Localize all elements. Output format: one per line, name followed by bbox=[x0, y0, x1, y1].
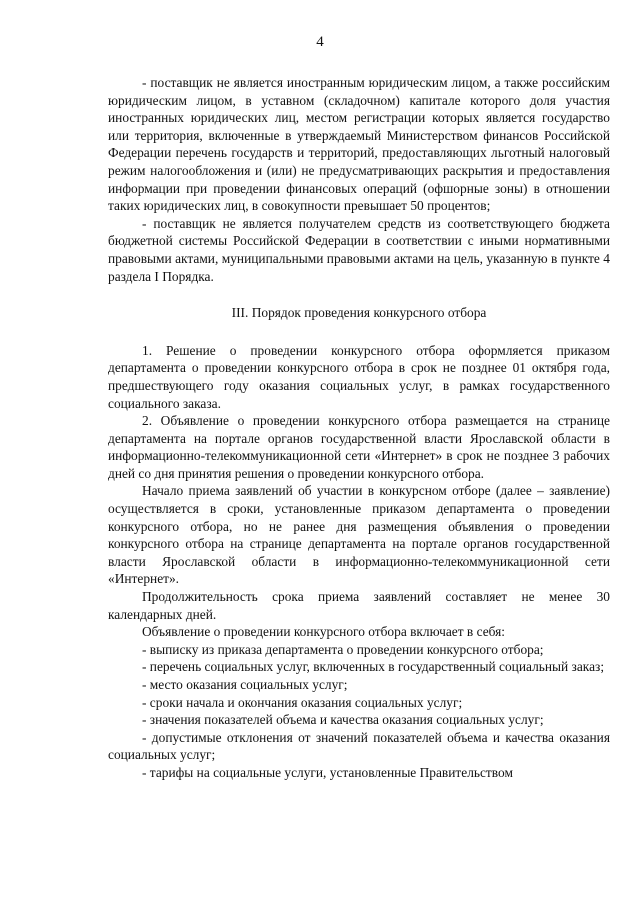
paragraph-application-start: Начало приема заявлений об участии в конкурсном отборе (далее – заявление) осуществляется в сроки, установленные приказом департамента о проведении конкурсного отбора, но не ранее дня размещения объявления о проведении конкурсного отбора на странице департамента на портале органов государственной власти Ярославской области в информационно-телекоммуникационной сети «Интернет». bbox=[108, 483, 610, 587]
paragraph-not-foreign-entity: - поставщик не является иностранным юридическим лицом, а также российским юридическим лицом, в уставном (складочном) капитале которого доля участия иностранных юридических лиц, местом регистрации которых является государство или территория, включенные в утверждаемый Министерством финансов Российской Федерации перечень государств и территорий, предоставляющих льготный налоговый режим налогообложения и (или) не предусматривающих раскрытия и предоставления информации при проведении финансовых операций (офшорные зоны) в отношении таких юридических лиц, в совокупности превышает 50 процентов; bbox=[108, 75, 610, 214]
list-item-allowed-deviations: - допустимые отклонения от значений показателей объема и качества оказания социальных услуг; bbox=[108, 729, 610, 763]
list-item-service-location: - место оказания социальных услуг; bbox=[142, 677, 348, 692]
section-heading: III. Порядок проведения конкурсного отбора bbox=[231, 305, 487, 321]
paragraph-application-duration: Продолжительность срока приема заявлений составляет не менее 30 календарных дней. bbox=[108, 589, 610, 622]
paragraph-item-1-decision: 1. Решение о проведении конкурсного отбора оформляется приказом департамента о проведении конкурсного отбора в срок не позднее 01 октября года, предшествующего году оказания социальных услуг, в рамках государственного социального заказа. bbox=[108, 342, 610, 411]
page-number: 4 bbox=[316, 34, 324, 50]
list-item-indicator-values: - значения показателей объема и качества оказания социальных услуг; bbox=[142, 712, 544, 728]
paragraph-announcement-contents: Объявление о проведении конкурсного отбора включает в себя: bbox=[142, 624, 506, 640]
list-item-services-list: - перечень социальных услуг, включенных в государственный социальный заказ; bbox=[142, 659, 605, 675]
list-item-order-extract: - выписку из приказа департамента о проведении конкурсного отбора; bbox=[142, 641, 544, 657]
paragraph-not-budget-recipient: - поставщик не является получателем средств из соответствующего бюджета бюджетной системы Российской Федерации в соответствии с иными нормативными правовыми актами, муниципальными правовыми актами на цель, указанную в пункте 4 раздела I Порядка. bbox=[108, 215, 610, 284]
list-item-tariffs: - тарифы на социальные услуги, установленные Правительством bbox=[142, 764, 513, 780]
document-body bbox=[108, 74, 610, 782]
list-item-service-dates: - сроки начала и окончания оказания социальных услуг; bbox=[142, 694, 463, 710]
paragraph-item-2-announcement: 2. Объявление о проведении конкурсного отбора размещается на странице департамента на портале органов государственной власти Ярославской области в информационно-телекоммуникационной сети «Интернет» в срок не позднее 3 рабочих дней со дня принятия решения о проведении конкурсного отбора. bbox=[108, 413, 610, 481]
